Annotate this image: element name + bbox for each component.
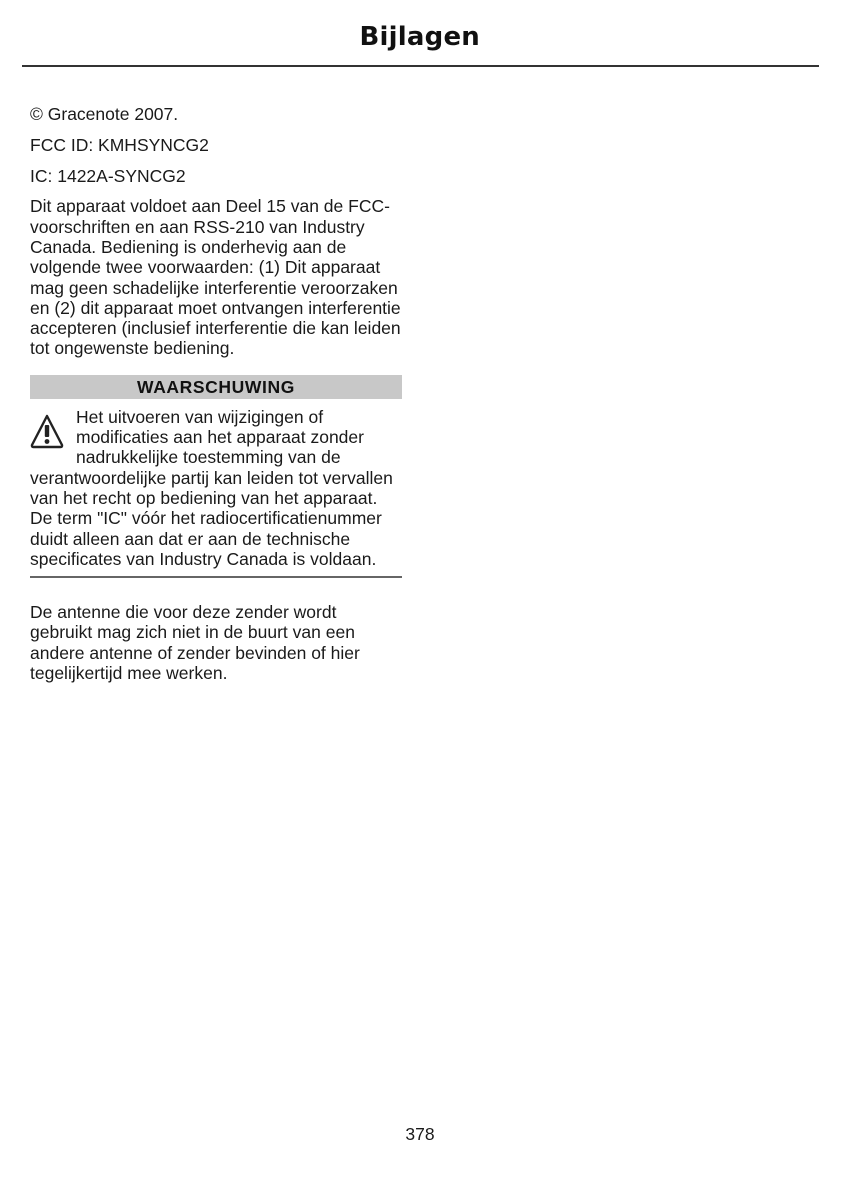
antenna-paragraph: De antenne die voor deze zender wordt gebruikt mag zich niet in de buurt van een andere antenne of zender bevinden of hier tegelijkertijd mee werken. xyxy=(30,602,360,684)
page-number: 378 xyxy=(405,1124,435,1144)
header-divider xyxy=(22,65,819,67)
copyright-line: © Gracenote 2007. xyxy=(30,104,179,124)
compliance-paragraph: Dit apparaat voldoet aan Deel 15 van de FCC-voorschriften en aan RSS-210 van Industry Canada. Bediening is onderhevig aan de volgende twee voorwaarden: (1) Dit apparaat mag geen schadelijke interferentie veroorzaken en (2) dit apparaat moet ontvangen interferentie accepteren (inclusief interferentie die kan leiden tot ongewenste bediening. xyxy=(30,196,401,359)
fcc-id-line: FCC ID: KMHSYNCG2 xyxy=(30,134,209,155)
warning-box xyxy=(30,399,402,578)
warning-text: Het uitvoeren van wijzigingen of modificaties aan het apparaat zonder nadrukkelijke toestemming van de verantwoordelijke partij kan leiden tot vervallen van het recht op bediening van het apparaat. De term "IC" vóór het radiocertificatienummer duidt alleen aan dat er aan de technische specificates van Industry Canada is voldaan. xyxy=(30,406,393,569)
page-title: Bijlagen xyxy=(359,22,480,52)
warning-triangle-icon xyxy=(30,413,64,449)
ic-line: IC: 1422A-SYNCG2 xyxy=(30,165,186,186)
warning-header: WAARSCHUWING xyxy=(30,375,402,399)
main-content xyxy=(30,104,402,683)
